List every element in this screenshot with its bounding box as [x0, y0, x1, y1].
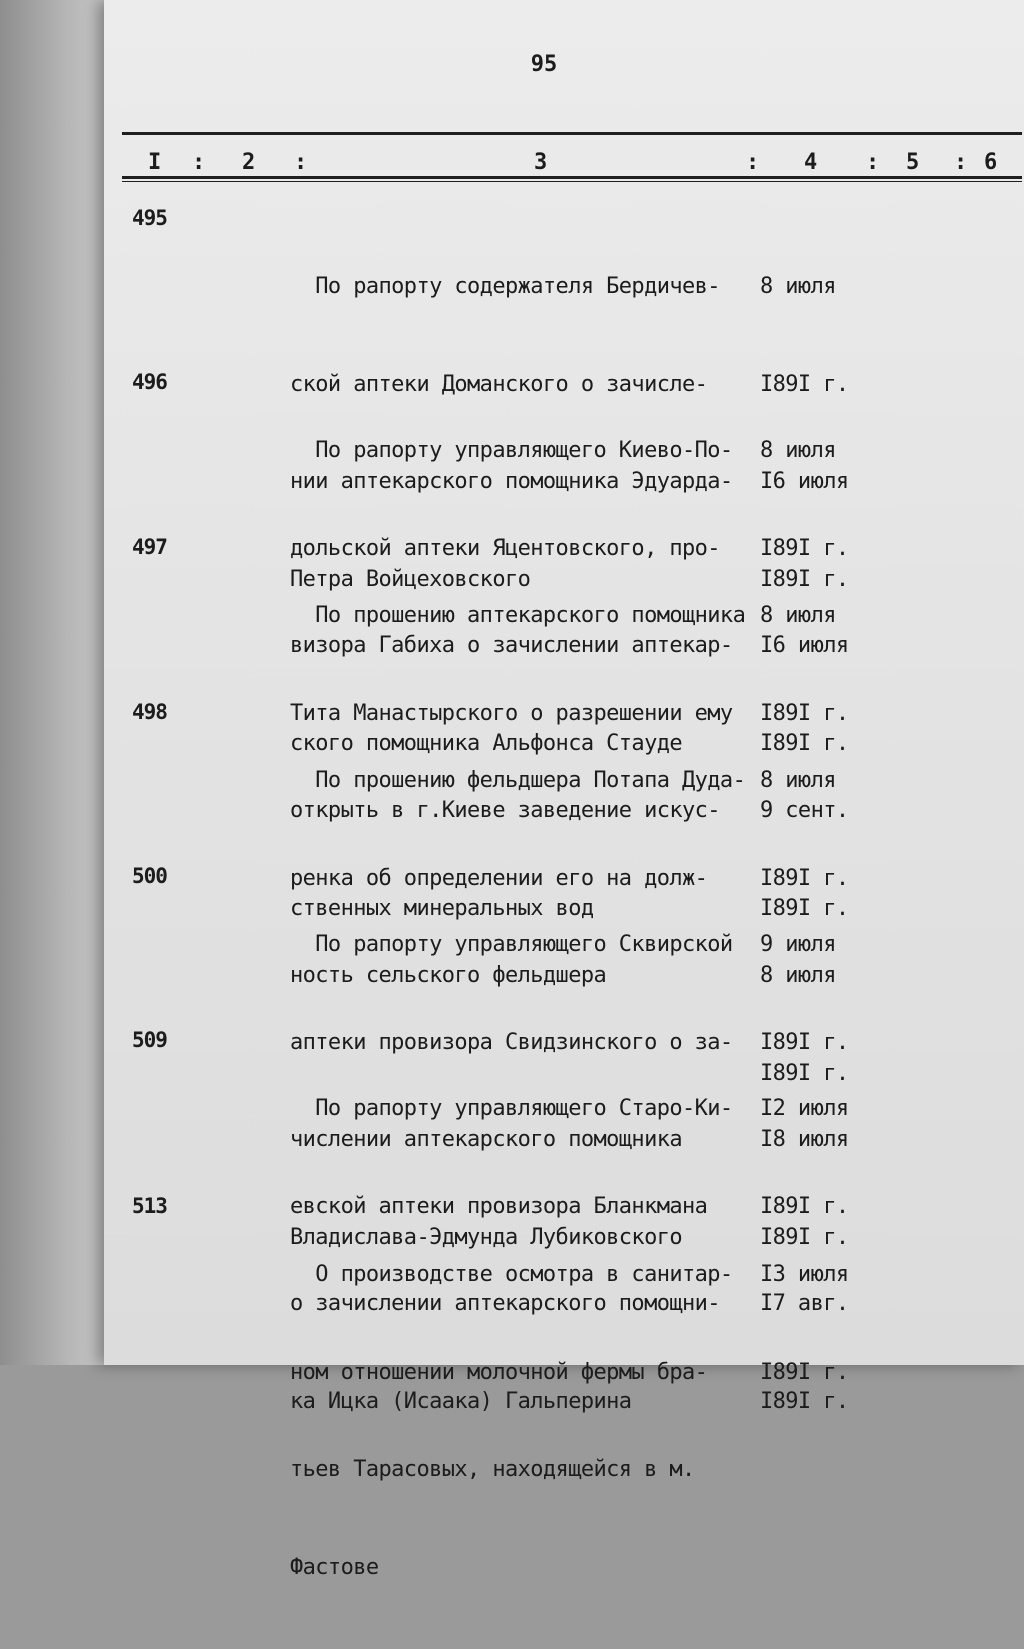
description-line: ном отношении молочной фермы бра-: [290, 1359, 708, 1385]
column-header-5: 5: [906, 150, 920, 175]
table-rule-bottom-thin: [122, 181, 1022, 182]
column-separator: :: [746, 150, 760, 175]
date-line: 9 сент.: [760, 798, 849, 823]
date-line: I3 июля: [760, 1262, 849, 1287]
entry-number: 509: [132, 1028, 167, 1052]
page-number: 95: [530, 52, 558, 77]
description-line: Фастове: [290, 1554, 379, 1580]
entry-number: 497: [132, 535, 167, 559]
description-line: По рапорту управляющего Старо-Ки-: [290, 1096, 733, 1121]
description-line: открыть в г.Киеве заведение искус-: [290, 798, 720, 823]
description-line: По прошению аптекарского помощника: [290, 603, 746, 628]
entry-number: 500: [132, 864, 167, 888]
date-line: I89I г.: [760, 566, 849, 592]
description-line: ской аптеки Доманского о зачисле-: [290, 371, 708, 397]
date-line: I6 июля: [760, 469, 849, 494]
description-line: ность сельского фельдшера: [290, 963, 607, 988]
description-line: о зачислении аптекарского помощни-: [290, 1291, 720, 1316]
date-line: 8 июля: [760, 768, 836, 793]
description-line: числении аптекарского помощника: [290, 1127, 682, 1152]
description-line: Владислава-Эдмунда Лубиковского: [290, 1224, 682, 1250]
description-line: По прошению фельдшера Потапа Дуда-: [290, 768, 746, 793]
description-line: О производстве осмотра в санитар-: [290, 1262, 733, 1287]
description-line: тьев Тарасовых, находящейся в м.: [290, 1457, 695, 1482]
date-line: I89I г.: [760, 895, 849, 921]
date-line: I2 июля: [760, 1096, 849, 1121]
date-line: I89I г.: [760, 535, 849, 561]
table-rule-top: [122, 132, 1022, 135]
column-header-row: [104, 150, 1024, 176]
date-line: I89I г.: [760, 371, 849, 397]
entry-number: 498: [132, 700, 167, 724]
date-line: 8 июля: [760, 438, 836, 463]
description-line: нии аптекарского помощника Эдуарда-: [290, 469, 733, 494]
table-rule-bottom: [122, 176, 1022, 179]
date-line: I89I г.: [760, 1359, 849, 1385]
column-header-3: 3: [534, 150, 548, 175]
description-line: ственных минеральных вод: [290, 895, 594, 921]
description-line: ского помощника Альфонса Стауде: [290, 730, 682, 756]
date-line: I89I г.: [760, 700, 849, 726]
column-header-2: 2: [242, 150, 256, 175]
date-line: 8 июля: [760, 963, 836, 988]
description-line: По рапорту управляющего Киево-По-: [290, 438, 733, 463]
date-line: 8 июля: [760, 603, 836, 628]
date-line: I89I г.: [760, 1060, 849, 1086]
column-separator: :: [192, 150, 206, 175]
description-line: По рапорту содержателя Бердичев-: [290, 274, 720, 299]
date-line: I7 авг.: [760, 1291, 849, 1316]
description-line: визора Габиха о зачислении аптекар-: [290, 633, 733, 658]
entry-number: 496: [132, 370, 167, 394]
date-line: I6 июля: [760, 633, 849, 658]
description-line: ренка об определении его на долж-: [290, 865, 708, 891]
date-line: I89I г.: [760, 1224, 849, 1250]
column-header-1: I: [148, 150, 162, 175]
date-line: 9 июля: [760, 932, 836, 957]
date-line: I89I г.: [760, 1029, 849, 1055]
date-line: I89I г.: [760, 1388, 849, 1414]
document-page: [104, 0, 1024, 1580]
column-separator: :: [294, 150, 308, 175]
date-line: I89I г.: [760, 730, 849, 756]
facing-page-edge: [0, 0, 112, 1365]
description-line: Петра Войцеховского: [290, 566, 531, 592]
description-line: По рапорту управляющего Сквирской: [290, 932, 733, 957]
column-separator: :: [954, 150, 968, 175]
description-line: Тита Манастырского о разрешении ему: [290, 700, 733, 726]
column-header-4: 4: [804, 150, 818, 175]
column-separator: :: [866, 150, 880, 175]
description-line: дольской аптеки Яцентовского, про-: [290, 535, 720, 561]
entry-number: 495: [132, 206, 167, 230]
description-line: аптеки провизора Свидзинского о за-: [290, 1029, 733, 1055]
description-line: ка Ицка (Исаака) Гальперина: [290, 1388, 632, 1414]
entry-number: 513: [132, 1194, 167, 1218]
column-header-6: 6: [984, 150, 998, 175]
date-line: I89I г.: [760, 865, 849, 891]
entry-dates: [760, 1194, 880, 1454]
description-line: евской аптеки провизора Бланкмана: [290, 1193, 708, 1219]
date-line: I89I г.: [760, 1193, 849, 1219]
date-line: I8 июля: [760, 1127, 849, 1152]
date-line: 8 июля: [760, 274, 836, 299]
entry-description: [290, 1194, 760, 1649]
